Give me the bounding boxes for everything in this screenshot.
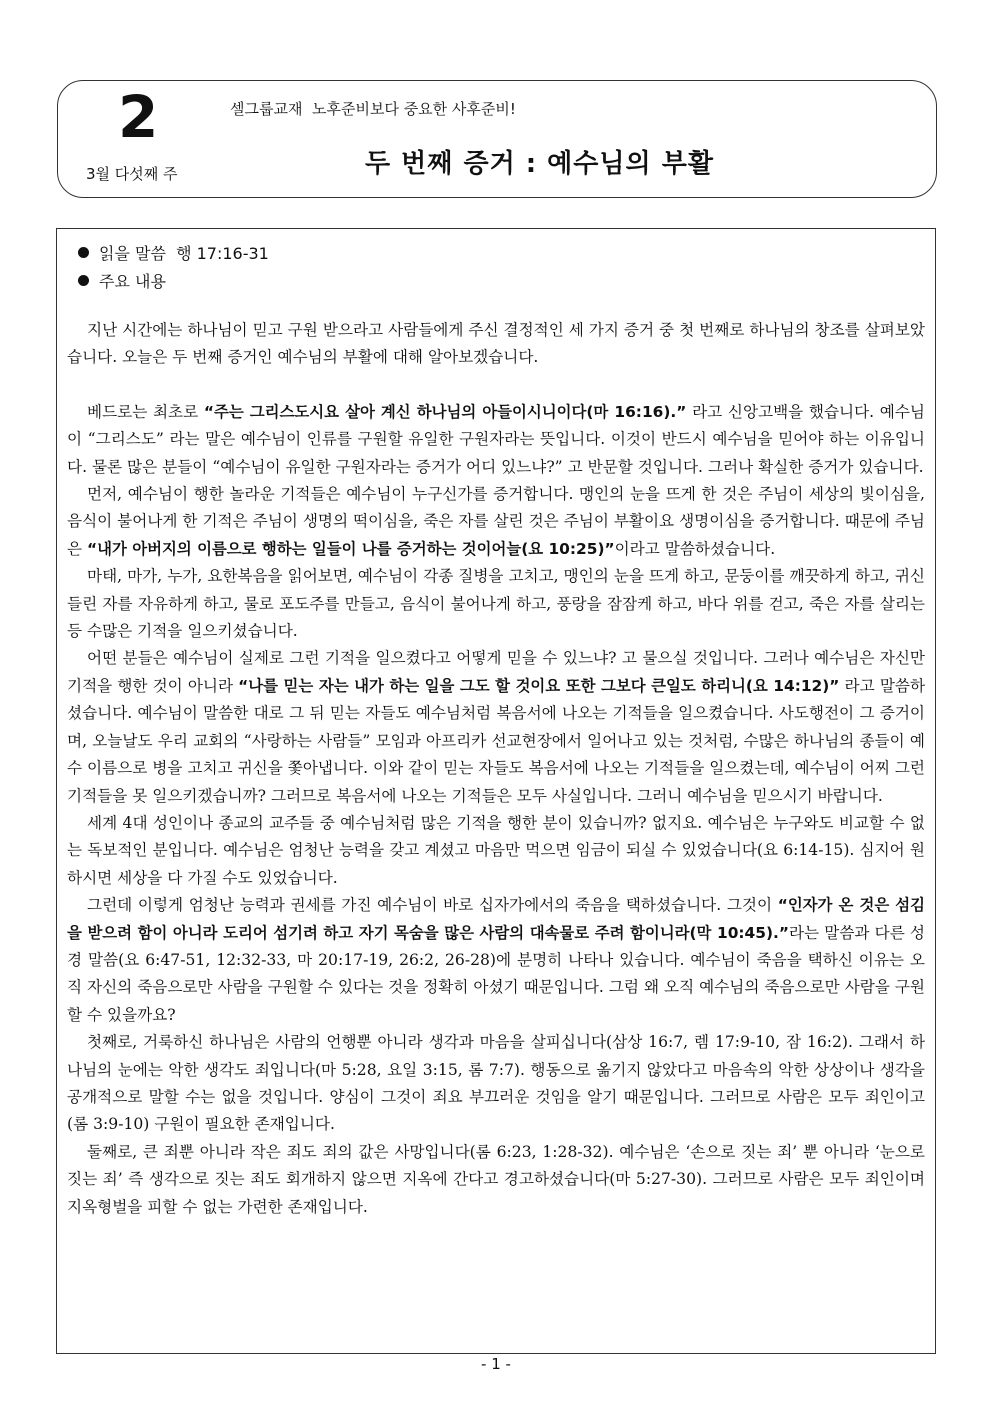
body-paragraph <box>67 481 925 563</box>
paragraph-text: 베드로는 최초로 <box>87 402 204 421</box>
scripture-quote: “주는 그리스도시요 살아 계신 하나님의 아들이시니이다(마 16:16).” <box>203 402 687 421</box>
paragraph-text: 라고 신앙고백을 했습니다. 예수님이 “그리스도” 라는 말은 예수님이 인류를 구원할 유일한 구원자라는 뜻입니다. 이것이 반드시 예수님을 믿어야 하는 이유입니다. 물론 많은 분들이 “예수님이 유일한 구원자라는 증거가 어디 있느냐?” 고 반문할 것입니다. 그러나 확실한 증거가 있습니다. <box>67 402 925 476</box>
paragraph-text: 세계 4대 성인이나 종교의 교주들 중 예수님처럼 많은 기적을 행한 분이 있습니까? 없지요. 예수님은 누구와도 비교할 수 없는 독보적인 분입니다. 예수님은 엄청난 능력을 갖고 계셨고 마음만 먹으면 임금이 되실 수 있었습니다(요 6:14-15). 심지어 원하시면 세상을 다 가질 수도 있었습니다. <box>67 813 925 887</box>
page-title: 두 번째 증거 : 예수님의 부활 <box>365 149 714 179</box>
paragraph-text: 둘째로, 큰 죄뿐 아니라 작은 죄도 죄의 값은 사망입니다(롬 6:23, 1:28-32). 예수님은 ‘손으로 짓는 죄’ 뿐 아니라 ‘눈으로 짓는 죄’ 즉 생각으로 짓는 죄도 회개하지 않으면 지옥에 간다고 경고하셨습니다(마 5:27-30). 그러므로 사람은 모두 죄인이며 지옥형벌을 피할 수 없는 가련한 존재입니다. <box>67 1142 925 1216</box>
body-paragraph <box>67 645 925 809</box>
paragraph-text: 지난 시간에는 하나님이 믿고 구원 받으라고 사람들에게 주신 결정적인 세 가지 증거 중 첫 번째로 하나님의 창조를 살펴보았습니다. 오늘은 두 번째 증거인 예수님의 부활에 대해 알아보겠습니다. <box>67 321 925 367</box>
reading-text: 읽을 말씀 행 17:16-31 <box>99 244 269 263</box>
page-number: - 1 - <box>481 1355 511 1373</box>
bullet-icon <box>78 275 89 286</box>
summary-text: 주요 내용 <box>99 272 166 291</box>
body-paragraph <box>67 1029 925 1139</box>
paragraph-text: 라는 말씀과 다른 성경 말씀(요 6:47-51, 12:32-33, 마 20:17-19, 26:2, 26-28)에 분명히 나타나 있습니다. 예수님이 죽음을 택하신 이유는 오직 자신의 죽음으로만 사람을 구원할 수 있다는 것을 정확히 아셨기 때문입니다. 그럼 왜 오직 예수님의 죽음으로만 사람을 구원할 수 있을까요? <box>67 923 925 1024</box>
body-paragraph <box>67 399 925 481</box>
paragraph-text: 마태, 마가, 누가, 요한복음을 읽어보면, 예수님이 각종 질병을 고치고, 맹인의 눈을 뜨게 하고, 문둥이를 깨끗하게 하고, 귀신들린 자를 자유하게 하고, 물로 포도주를 만들고, 음식이 불어나게 하고, 풍랑을 잠잠케 하고, 바다 위를 걷고, 죽은 자를 살리는 등 수많은 기적을 일으키셨습니다. <box>67 567 925 641</box>
series-title: 셀그룹교재 노후준비보다 중요한 사후준비! <box>230 100 516 118</box>
body-paragraph <box>67 892 925 1029</box>
paragraph-text: 라고 말씀하셨습니다. 예수님이 말씀한 대로 그 뒤 믿는 자들도 예수님처럼 복음서에 나오는 기적들을 일으켰습니다. 사도행전이 그 증거이며, 오늘날도 우리 교회의 “사랑하는 사람들” 모임과 아프리카 선교현장에서 일어나고 있는 것처럼, 수많은 하나님의 종들이 예수 이름으로 병을 고치고 귀신을 쫓아냅니다. 이와 같이 믿는 자들도 복음서에 나오는 기적들을 일으켰는데, 예수님이 어찌 그런 기적들을 못 일으키겠습니까? 그러므로 복음서에 나오는 기적들은 모두 사실입니다. 그러니 예수님을 믿으시기 바랍니다. <box>67 676 926 805</box>
body-paragraph <box>67 1139 925 1221</box>
paragraph-text: 먼저, 예수님이 행한 놀라운 기적들은 예수님이 누구신가를 증거합니다. 맹인의 눈을 뜨게 한 것은 주님이 세상의 빛이심을, 음식이 불어나게 한 기적은 주님이 생명의 떡이심을, 죽은 자를 살린 것은 주님이 부활이요 생명이심을 증거합니다. 때문에 주님은 <box>67 485 925 558</box>
scripture-quote: “내가 아버지의 이름으로 행하는 일들이 나를 증거하는 것이어늘(요 10:25)” <box>87 539 615 558</box>
body-paragraph <box>67 563 925 645</box>
paragraph-text: 이라고 말씀하셨습니다. <box>614 539 776 558</box>
body-paragraph <box>67 810 925 892</box>
lesson-number: 2 <box>118 83 159 151</box>
lesson-week: 3월 다섯째 주 <box>86 165 178 183</box>
scripture-quote: “인자가 온 것은 섬김을 받으려 함이 아니라 도리어 섬기려 하고 자기 목숨을 많은 사람의 대속물로 주려 함이니라(막 10:45).” <box>67 896 925 942</box>
paragraph-text: 그런데 이렇게 엄청난 능력과 권세를 가진 예수님이 바로 십자가에서의 죽음을 택하셨습니다. 그것이 <box>87 896 778 915</box>
reading-line <box>78 241 269 264</box>
scripture-quote: “나를 믿는 자는 내가 하는 일을 그도 할 것이요 또한 그보다 큰일도 하리니(요 14:12)” <box>238 676 840 695</box>
body-text <box>67 317 925 1221</box>
paragraph-text: 어떤 분들은 예수님이 실제로 그런 기적을 일으켰다고 어떻게 믿을 수 있느냐? 고 물으실 것입니다. 그러나 예수님은 자신만 기적을 행한 것이 아니라 <box>67 649 925 695</box>
paragraph-text: 첫째로, 거룩하신 하나님은 사람의 언행뿐 아니라 생각과 마음을 살피십니다(삼상 16:7, 렘 17:9-10, 잠 16:2). 그래서 하나님의 눈에는 악한 생각도 죄입니다(마 5:28, 요일 3:15, 롬 7:7). 행동으로 옮기지 않았다고 마음속의 악한 상상이나 생각을 공개적으로 말할 수는 없을 것입니다. 양심이 그것이 죄요 부끄러운 것임을 알기 때문입니다. 그러므로 사람은 모두 죄인이고(롬 3:9-10) 구원이 필요한 존재입니다. <box>67 1033 925 1134</box>
bullet-icon <box>78 247 89 258</box>
body-paragraph <box>67 317 925 372</box>
summary-line <box>78 269 166 292</box>
